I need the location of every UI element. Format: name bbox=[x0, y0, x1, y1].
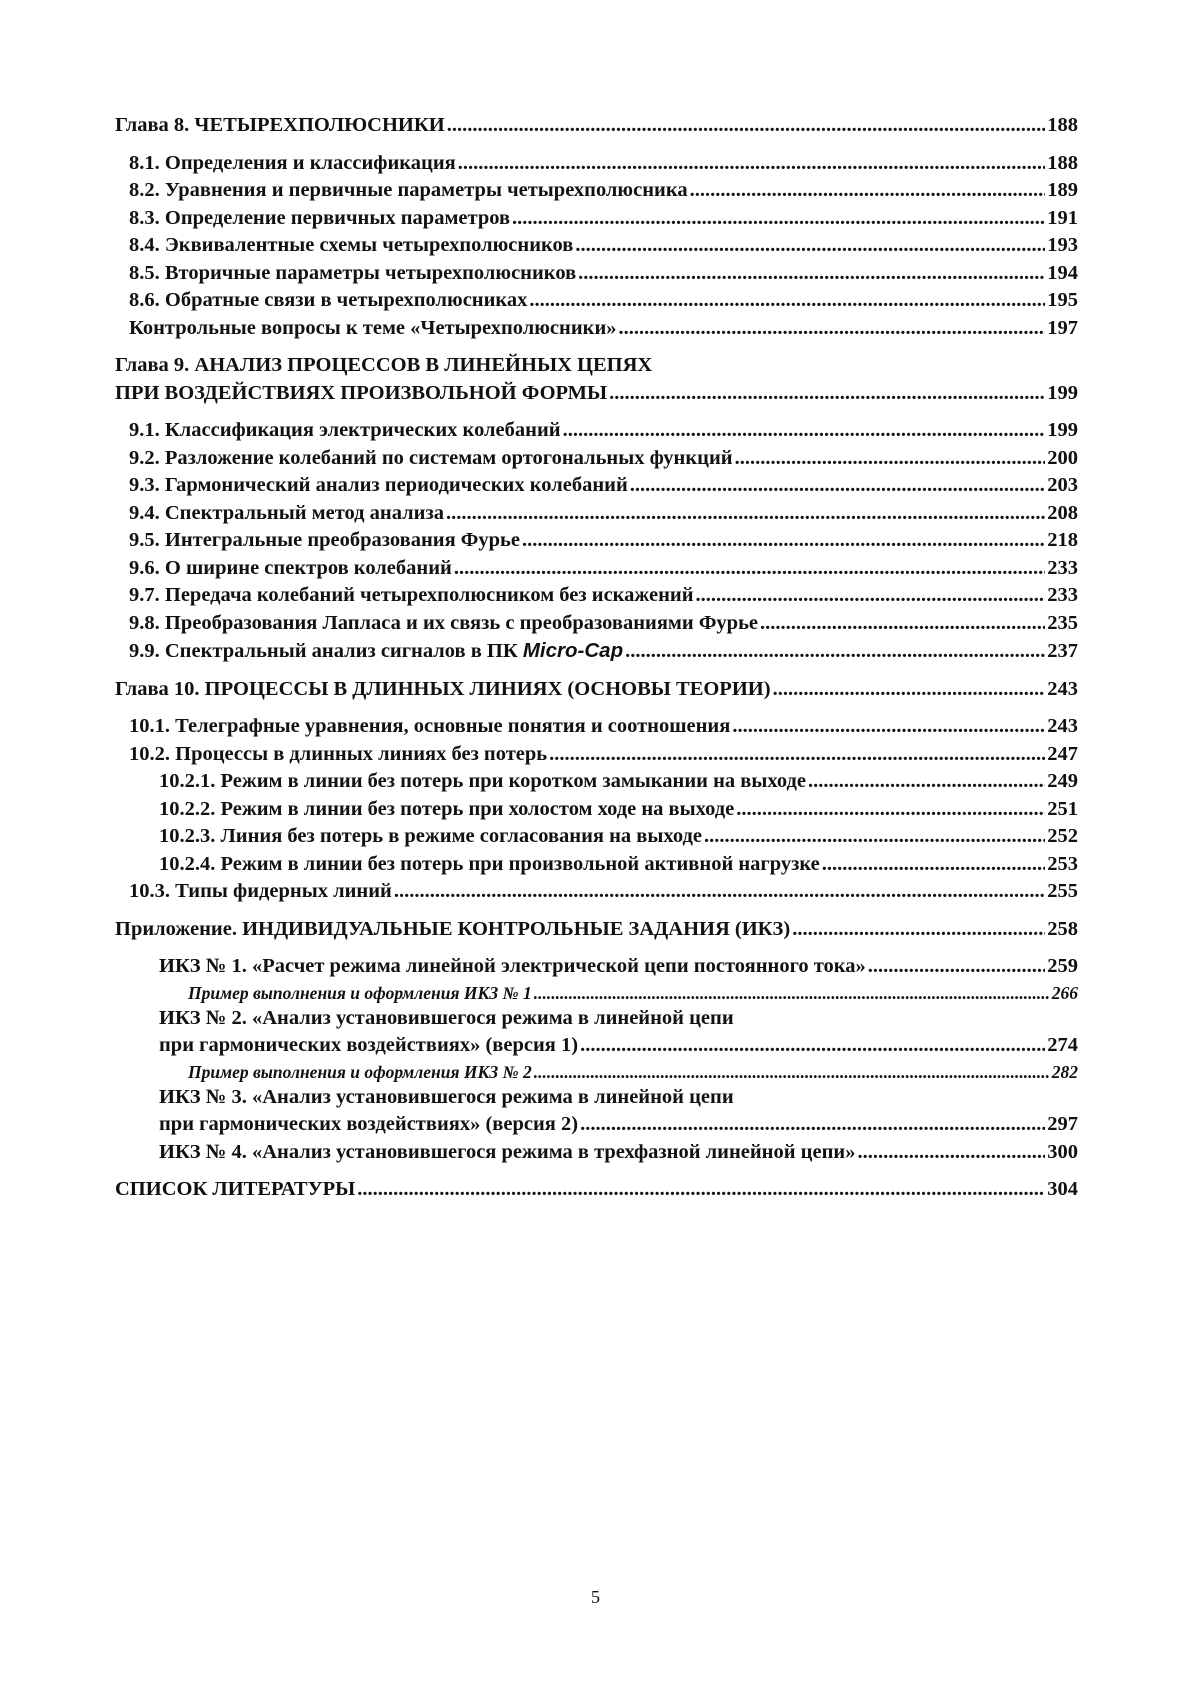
dot-leader bbox=[822, 851, 1045, 879]
toc-entry-title: 9.8. Преобразования Лапласа и их связь с преобразованиями Фурье bbox=[129, 611, 759, 634]
toc-entry-title: 8.4. Эквивалентные схемы четырехполюсников bbox=[129, 234, 574, 256]
dot-leader bbox=[619, 315, 1046, 343]
toc-entry-page: 203 bbox=[1047, 474, 1078, 496]
dot-leader bbox=[447, 112, 1046, 140]
toc-entry-title: СПИСОК ЛИТЕРАТУРЫ bbox=[115, 1178, 356, 1200]
toc-entry-page: 235 bbox=[1047, 611, 1078, 634]
toc-entry-title: ИКЗ № 1. «Расчет режима линейной электрической цепи постоянного тока» bbox=[159, 955, 866, 977]
toc-entry-title: 9.1. Классификация электрических колебаний bbox=[129, 419, 561, 441]
toc-entry-title: 8.2. Уравнения и первичные параметры четырехполюсника bbox=[129, 179, 688, 201]
toc-entry-page: 251 bbox=[1047, 797, 1078, 820]
toc-entry-page: 233 bbox=[1047, 584, 1078, 606]
dot-leader bbox=[534, 981, 1050, 1005]
toc-entry-title: 9.3. Гармонический анализ периодических колебаний bbox=[129, 474, 628, 496]
dot-leader bbox=[394, 878, 1045, 906]
toc-entry-page: 188 bbox=[1047, 114, 1078, 136]
dot-leader bbox=[458, 150, 1046, 178]
toc-ikz-3-line1: ИКЗ № 3. «Анализ установившегося режима в линейной цепи bbox=[159, 1085, 734, 1108]
toc-entry-page: 208 bbox=[1047, 501, 1078, 524]
dot-leader bbox=[534, 1060, 1050, 1084]
toc-entry-title-emphasis: Micro-Cap bbox=[522, 639, 624, 662]
dot-leader bbox=[690, 177, 1046, 205]
toc-ikz-3 bbox=[115, 1111, 1078, 1139]
toc-section-9-8 bbox=[115, 610, 1078, 638]
toc-entry-page: 300 bbox=[1047, 1140, 1078, 1163]
toc-appendix bbox=[115, 916, 1078, 944]
toc-entry-page: 195 bbox=[1047, 289, 1078, 311]
toc-entry-page: 233 bbox=[1047, 556, 1078, 579]
toc-entry-title: при гармонических воздействиях» (версия 2) bbox=[159, 1113, 579, 1135]
dot-leader bbox=[580, 1111, 1045, 1139]
toc-entry-title: 8.6. Обратные связи в четырехполюсниках bbox=[129, 289, 528, 311]
dot-leader bbox=[704, 823, 1045, 851]
toc-entry-title: при гармонических воздействиях» (версия 1) bbox=[159, 1034, 579, 1056]
dot-leader bbox=[736, 796, 1045, 824]
toc-entry-page: 304 bbox=[1047, 1178, 1078, 1200]
toc-chapter-9-line1: Глава 9. АНАЛИЗ ПРОЦЕССОВ В ЛИНЕЙНЫХ ЦЕПЯХ bbox=[115, 354, 653, 376]
toc-entry-page: 197 bbox=[1047, 316, 1078, 339]
toc-entry-title: 10.2.3. Линия без потерь в режиме согласования на выходе bbox=[159, 825, 702, 847]
dot-leader bbox=[868, 953, 1045, 981]
toc-section-10-2-1 bbox=[115, 768, 1078, 796]
toc-section-10-2-2 bbox=[115, 796, 1078, 824]
toc-section-9-2 bbox=[115, 445, 1078, 473]
toc-entry-title: 9.6. О ширине спектров колебаний bbox=[129, 556, 452, 579]
toc-section-8-4 bbox=[115, 232, 1078, 260]
toc-section-10-2-3 bbox=[115, 823, 1078, 851]
toc-chapter-10 bbox=[115, 676, 1078, 704]
toc-entry-page: 282 bbox=[1051, 1061, 1078, 1082]
toc-entry-title: 10.1. Телеграфные уравнения, основные понятия и соотношения bbox=[129, 715, 731, 737]
toc-section-8-questions bbox=[115, 315, 1078, 343]
toc-section-9-1 bbox=[115, 417, 1078, 445]
toc-ikz-4 bbox=[115, 1139, 1078, 1167]
dot-leader bbox=[609, 380, 1045, 408]
toc-entry-page: 249 bbox=[1047, 770, 1078, 792]
toc-chapter-9 bbox=[115, 380, 1078, 408]
toc-entry-page: 253 bbox=[1047, 852, 1078, 875]
dot-leader bbox=[630, 472, 1045, 500]
dot-leader bbox=[563, 417, 1046, 445]
toc-entry-page: 199 bbox=[1047, 381, 1078, 404]
dot-leader bbox=[454, 555, 1045, 583]
toc-section-8-2 bbox=[115, 177, 1078, 205]
toc-entry-page: 243 bbox=[1047, 715, 1078, 737]
toc-entry-title-text: 9.9. Спектральный анализ сигналов в ПК bbox=[129, 640, 523, 662]
toc-entry-title: Пример выполнения и оформления ИКЗ № 1 bbox=[188, 982, 532, 1003]
dot-leader bbox=[446, 500, 1045, 528]
toc-entry-page: 252 bbox=[1047, 825, 1078, 847]
toc-entry-title: ПРИ ВОЗДЕЙСТВИЯХ ПРОИЗВОЛЬНОЙ ФОРМЫ bbox=[115, 381, 608, 404]
dot-leader bbox=[760, 610, 1045, 638]
toc-entry-page: 191 bbox=[1047, 206, 1078, 229]
table-of-contents bbox=[115, 112, 1078, 1204]
toc-section-8-5 bbox=[115, 260, 1078, 288]
toc-entry-page: 243 bbox=[1047, 677, 1078, 700]
toc-entry-page: 255 bbox=[1047, 880, 1078, 902]
toc-entry-title: 8.5. Вторичные параметры четырехполюсников bbox=[129, 261, 577, 284]
toc-entry-title: 9.4. Спектральный метод анализа bbox=[129, 501, 444, 524]
toc-entry-title: Пример выполнения и оформления ИКЗ № 2 bbox=[188, 1061, 532, 1082]
toc-section-9-5 bbox=[115, 527, 1078, 555]
toc-section-10-3 bbox=[115, 878, 1078, 906]
toc-entry-title bbox=[129, 637, 623, 666]
dot-leader bbox=[529, 287, 1045, 315]
dot-leader bbox=[696, 582, 1046, 610]
toc-entry-title: 10.2. Процессы в длинных линиях без потерь bbox=[129, 742, 548, 765]
toc-entry-page: 297 bbox=[1047, 1113, 1078, 1135]
toc-ikz-1-example bbox=[115, 981, 1078, 1005]
toc-section-10-2 bbox=[115, 741, 1078, 769]
toc-entry-title: Глава 8. ЧЕТЫРЕХПОЛЮСНИКИ bbox=[115, 114, 445, 136]
dot-leader bbox=[578, 260, 1045, 288]
toc-entry-title: ИКЗ № 4. «Анализ установившегося режима в трехфазной линейной цепи» bbox=[159, 1140, 856, 1163]
toc-section-8-6 bbox=[115, 287, 1078, 315]
toc-entry-title: 9.5. Интегральные преобразования Фурье bbox=[129, 529, 521, 551]
toc-entry-page: 200 bbox=[1047, 446, 1078, 469]
toc-entry-title: 10.2.2. Режим в линии без потерь при холостом ходе на выходе bbox=[159, 797, 735, 820]
toc-entry-title: 8.1. Определения и классификация bbox=[129, 151, 456, 174]
toc-section-10-1 bbox=[115, 713, 1078, 741]
toc-entry-title: 8.3. Определение первичных параметров bbox=[129, 206, 511, 229]
toc-entry-page: 247 bbox=[1047, 742, 1078, 765]
dot-leader bbox=[357, 1176, 1045, 1204]
dot-leader bbox=[773, 676, 1046, 704]
toc-section-9-7 bbox=[115, 582, 1078, 610]
toc-chapter-8 bbox=[115, 112, 1078, 140]
toc-section-8-3 bbox=[115, 205, 1078, 233]
toc-entry-title: 9.7. Передача колебаний четырехполюсником без искажений bbox=[129, 584, 694, 606]
toc-ikz-2-line1: ИКЗ № 2. «Анализ установившегося режима в линейной цепи bbox=[159, 1006, 734, 1029]
toc-entry-title: Приложение. ИНДИВИДУАЛЬНЫЕ КОНТРОЛЬНЫЕ ЗАДАНИЯ (ИКЗ) bbox=[115, 917, 791, 940]
dot-leader bbox=[792, 916, 1045, 944]
toc-entry-page: 194 bbox=[1047, 261, 1078, 284]
page-number: 5 bbox=[591, 1587, 600, 1607]
toc-entry-page: 199 bbox=[1047, 419, 1078, 441]
toc-section-9-3 bbox=[115, 472, 1078, 500]
toc-entry-page: 258 bbox=[1047, 917, 1078, 940]
dot-leader bbox=[857, 1139, 1045, 1167]
dot-leader bbox=[625, 638, 1045, 666]
toc-entry-title: Контрольные вопросы к теме «Четырехполюсники» bbox=[129, 316, 617, 339]
toc-entry-title: Глава 10. ПРОЦЕССЫ В ДЛИННЫХ ЛИНИЯХ (ОСНОВЫ ТЕОРИИ) bbox=[115, 677, 771, 700]
toc-entry-title: 9.2. Разложение колебаний по системам ортогональных функций bbox=[129, 446, 733, 469]
toc-entry-page: 189 bbox=[1047, 179, 1078, 201]
toc-entry-page: 266 bbox=[1051, 982, 1078, 1003]
toc-section-9-6 bbox=[115, 555, 1078, 583]
toc-entry-title: 10.2.4. Режим в линии без потерь при произвольной активной нагрузке bbox=[159, 852, 820, 875]
dot-leader bbox=[735, 445, 1046, 473]
toc-section-10-2-4 bbox=[115, 851, 1078, 879]
toc-section-8-1 bbox=[115, 150, 1078, 178]
toc-entry-page: 218 bbox=[1047, 529, 1078, 551]
toc-ikz-1 bbox=[115, 953, 1078, 981]
toc-section-9-4 bbox=[115, 500, 1078, 528]
toc-entry-page: 193 bbox=[1047, 234, 1078, 256]
dot-leader bbox=[522, 527, 1045, 555]
toc-references bbox=[115, 1176, 1078, 1204]
dot-leader bbox=[732, 713, 1045, 741]
toc-entry-title: 10.3. Типы фидерных линий bbox=[129, 880, 392, 902]
dot-leader bbox=[575, 232, 1045, 260]
toc-section-9-9 bbox=[115, 637, 1078, 666]
toc-entry-page: 237 bbox=[1047, 640, 1078, 662]
toc-entry-title: 10.2.1. Режим в линии без потерь при коротком замыкании на выходе bbox=[159, 770, 806, 792]
toc-entry-page: 188 bbox=[1047, 151, 1078, 174]
dot-leader bbox=[512, 205, 1045, 233]
toc-ikz-2-example bbox=[115, 1060, 1078, 1084]
toc-ikz-2 bbox=[115, 1032, 1078, 1060]
toc-entry-page: 274 bbox=[1047, 1034, 1078, 1056]
dot-leader bbox=[549, 741, 1045, 769]
toc-entry-page: 259 bbox=[1047, 955, 1078, 977]
dot-leader bbox=[580, 1032, 1045, 1060]
dot-leader bbox=[808, 768, 1045, 796]
